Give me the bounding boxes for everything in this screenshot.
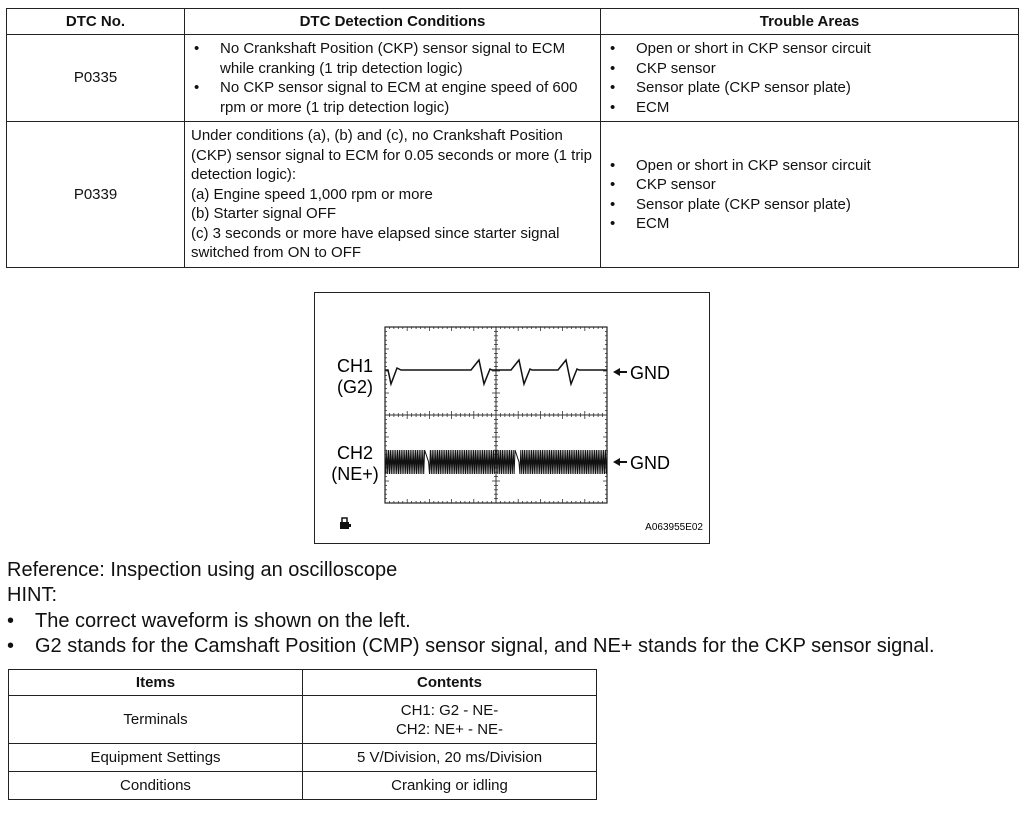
figure-id: A063955E02: [645, 522, 703, 533]
contents-line: CH2: NE+ - NE-: [395, 720, 504, 738]
reference-text: Reference: Inspection using an oscilloscope: [7, 559, 398, 581]
condition-text: (a) Engine speed 1,000 rpm or more: [191, 185, 433, 203]
trouble-areas-cell: [601, 35, 1019, 122]
scope-grid: [385, 327, 607, 503]
oscilloscope-figure: [314, 292, 710, 544]
trouble-area-item: • ECM: [607, 214, 1012, 234]
contents-cell: 5 V/Division, 20 ms/Division: [303, 744, 597, 772]
contents-cell: [303, 696, 597, 744]
contents-line: CH1: G2 - NE-: [400, 701, 499, 719]
settings-table: [8, 669, 597, 800]
hint-text: G2 stands for the Camshaft Position (CMP) sensor signal, and NE+ stands for the CKP sensor signal.: [35, 635, 935, 657]
printer-icon: [340, 518, 351, 529]
item-cell: Equipment Settings: [9, 744, 303, 772]
table-row: [7, 122, 1019, 268]
col-header-items: Items: [9, 670, 303, 696]
col-header-detection-conditions: DTC Detection Conditions: [185, 9, 601, 35]
condition-item: • No CKP sensor signal to ECM at engine speed of 600 rpm or more (1 trip detection logic): [191, 78, 594, 117]
hint-label: HINT:: [7, 584, 57, 606]
condition-text: Under conditions (a), (b) and (c), no Crankshaft Position (CKP) sensor signal to ECM for 0.05 seconds or more (1 trip detection logic):: [191, 127, 592, 184]
trouble-area-item: • Sensor plate (CKP sensor plate): [607, 195, 1012, 215]
col-header-trouble-areas: Trouble Areas: [601, 9, 1019, 35]
dtc-table-header-row: [7, 9, 1019, 35]
hint-item: [7, 634, 935, 658]
gnd-label-ch2: GND: [630, 453, 670, 473]
item-cell: Terminals: [9, 696, 303, 744]
detection-conditions-cell: [185, 122, 601, 268]
ch2-label: CH2: [336, 443, 374, 463]
condition-text: (c) 3 seconds or more have elapsed since starter signal switched from ON to OFF: [191, 224, 560, 262]
bullet-icon: •: [7, 610, 15, 632]
item-cell: Conditions: [9, 772, 303, 800]
dtc-code: P0335: [7, 35, 185, 122]
trouble-area-item: • Sensor plate (CKP sensor plate): [607, 78, 1012, 98]
oscilloscope-drawing: [315, 293, 711, 545]
contents-cell: Cranking or idling: [303, 772, 597, 800]
trouble-area-item: • CKP sensor: [607, 59, 1012, 79]
table-row: [7, 35, 1019, 122]
col-header-contents: Contents: [303, 670, 597, 696]
dtc-table: [6, 8, 1019, 268]
trouble-areas-cell: [601, 122, 1019, 268]
trouble-area-item: • Open or short in CKP sensor circuit: [607, 156, 1012, 176]
table-row: [9, 772, 597, 800]
condition-text: (b) Starter signal OFF: [191, 205, 337, 223]
detection-conditions-cell: [185, 35, 601, 122]
hint-item: [7, 609, 411, 633]
col-header-dtc-no: DTC No.: [7, 9, 185, 35]
bullet-icon: •: [7, 635, 15, 657]
trouble-area-item: • ECM: [607, 98, 1012, 118]
ch2-signal-label: (NE+): [331, 464, 379, 484]
gnd-arrow-icon: [613, 368, 627, 376]
gnd-label-ch1: GND: [630, 363, 670, 383]
condition-item: • No Crankshaft Position (CKP) sensor signal to ECM while cranking (1 trip detection logic): [191, 39, 594, 78]
table-row: [9, 696, 597, 744]
ch1-label: CH1: [336, 356, 374, 376]
hint-text: The correct waveform is shown on the left.: [35, 610, 411, 632]
settings-header-row: [9, 670, 597, 696]
gnd-arrow-icon: [613, 458, 627, 466]
dtc-code: P0339: [7, 122, 185, 268]
trouble-area-item: • Open or short in CKP sensor circuit: [607, 39, 1012, 59]
ch1-signal-label: (G2): [337, 377, 373, 397]
table-row: [9, 744, 597, 772]
trouble-area-item: • CKP sensor: [607, 175, 1012, 195]
